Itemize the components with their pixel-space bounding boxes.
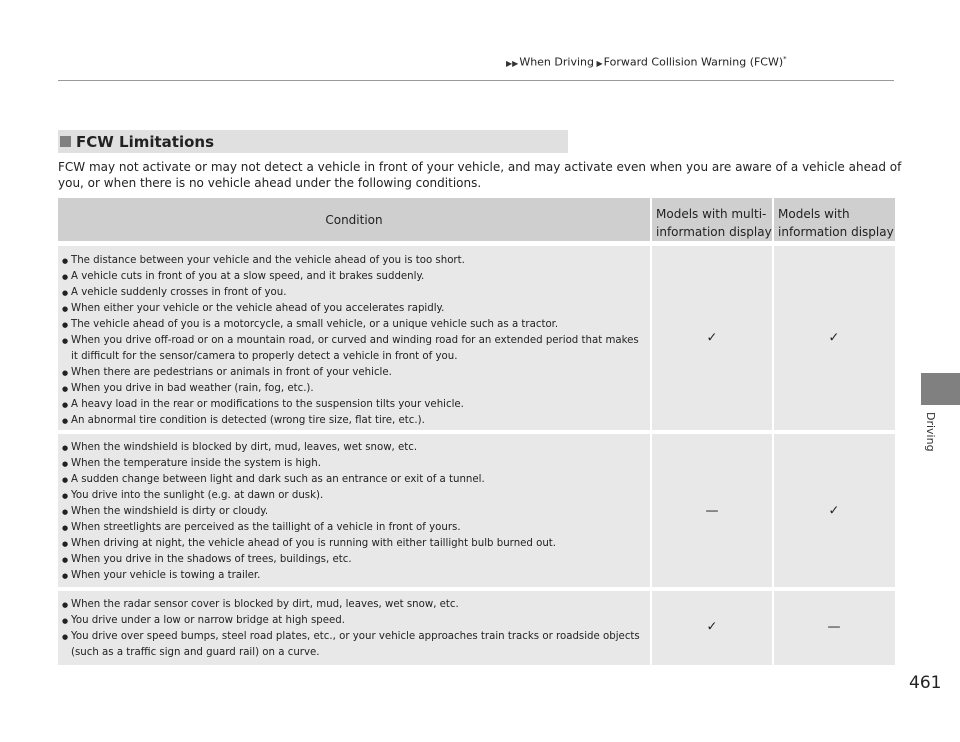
dash-icon: — bbox=[705, 503, 719, 519]
table-cell-group-1-info bbox=[774, 246, 895, 430]
list-item: ● When the temperature inside the system is high. bbox=[62, 456, 642, 472]
checkmark-icon: ✓ bbox=[828, 503, 840, 519]
list-item: ● The vehicle ahead of you is a motorcycle, a small vehicle, or a unique vehicle such as a tractor. bbox=[62, 317, 642, 333]
list-item: ● When your vehicle is towing a trailer. bbox=[62, 568, 642, 584]
list-item: ● A vehicle suddenly crosses in front of you. bbox=[62, 285, 642, 301]
header-models-info bbox=[774, 198, 895, 241]
chapter-label: Driving bbox=[924, 412, 937, 452]
list-item: ● You drive under a low or narrow bridge at high speed. bbox=[62, 613, 642, 629]
header-models-multi-line2: information display bbox=[656, 225, 772, 239]
condition-list bbox=[62, 597, 642, 661]
header-rule bbox=[58, 80, 894, 81]
list-item: ● When the radar sensor cover is blocked by dirt, mud, leaves, wet snow, etc. bbox=[62, 597, 642, 613]
list-item: ● A vehicle cuts in front of you at a slow speed, and it brakes suddenly. bbox=[62, 269, 642, 285]
header-condition-label: Condition bbox=[325, 212, 383, 227]
intro-paragraph: FCW may not activate or may not detect a vehicle in front of your vehicle, and may activate even when you are aware of a vehicle ahead of you, or when there is no vehicle ahead under the following conditions. bbox=[58, 160, 902, 190]
list-item: ● When the windshield is dirty or cloudy. bbox=[62, 504, 642, 520]
chapter-tab-marker bbox=[921, 373, 960, 405]
header-models-multi-line1: Models with multi- bbox=[656, 207, 767, 221]
breadcrumb-item-fcw[interactable]: Forward Collision Warning (FCW) bbox=[603, 55, 784, 69]
list-item: ● You drive over speed bumps, steel road plates, etc., or your vehicle approaches train tracks or roadside objects (such as a traffic sign and guard rail) on a curve. bbox=[62, 629, 642, 661]
breadcrumb-asterisk: * bbox=[783, 55, 787, 63]
condition-list bbox=[62, 253, 642, 429]
checkmark-icon: ✓ bbox=[828, 330, 840, 346]
list-item: ● When you drive in the shadows of trees, buildings, etc. bbox=[62, 552, 642, 568]
table-cell-group-2-multi-info bbox=[652, 434, 772, 587]
list-item: ● When there are pedestrians or animals in front of your vehicle. bbox=[62, 365, 642, 381]
table-cell-group-1-multi-info bbox=[652, 246, 772, 430]
list-item: ● When you drive off-road or on a mountain road, or curved and winding road for an extended period that makes it difficult for the sensor/camera to properly detect a vehicle in front of you. bbox=[62, 333, 642, 365]
condition-list bbox=[62, 440, 642, 584]
list-item: ● An abnormal tire condition is detected (wrong tire size, flat tire, etc.). bbox=[62, 413, 642, 429]
list-item: ● A sudden change between light and dark such as an entrance or exit of a tunnel. bbox=[62, 472, 642, 488]
section-title: FCW Limitations bbox=[76, 132, 215, 151]
list-item: ● When you drive in bad weather (rain, fog, etc.). bbox=[62, 381, 642, 397]
header-condition bbox=[58, 198, 650, 241]
triangle-icon: ▶ bbox=[593, 58, 603, 68]
square-bullet-icon bbox=[60, 136, 71, 147]
table-cell-group-3-info bbox=[774, 591, 895, 665]
breadcrumb-item-when-driving[interactable]: When Driving bbox=[519, 55, 594, 69]
list-item: ● When either your vehicle or the vehicle ahead of you accelerates rapidly. bbox=[62, 301, 642, 317]
list-item: ● When the windshield is blocked by dirt, mud, leaves, wet snow, etc. bbox=[62, 440, 642, 456]
list-item: ● When driving at night, the vehicle ahead of you is running with either taillight bulb burned out. bbox=[62, 536, 642, 552]
breadcrumb bbox=[506, 55, 787, 69]
list-item: ● The distance between your vehicle and the vehicle ahead of you is too short. bbox=[62, 253, 642, 269]
list-item: ● You drive into the sunlight (e.g. at dawn or dusk). bbox=[62, 488, 642, 504]
checkmark-icon: ✓ bbox=[706, 330, 718, 346]
header-models-info-line2: information display bbox=[778, 225, 894, 239]
table-row-group-2-conditions bbox=[58, 434, 650, 587]
list-item: ● A heavy load in the rear or modifications to the suspension tilts your vehicle. bbox=[62, 397, 642, 413]
section-heading-bar bbox=[58, 130, 568, 153]
list-item: ● When streetlights are perceived as the taillight of a vehicle in front of yours. bbox=[62, 520, 642, 536]
table-cell-group-2-info bbox=[774, 434, 895, 587]
header-models-multi-info bbox=[652, 198, 772, 241]
dash-icon: — bbox=[827, 619, 841, 635]
checkmark-icon: ✓ bbox=[706, 619, 718, 635]
double-triangle-icon: ▶▶ bbox=[506, 58, 519, 68]
table-cell-group-3-multi-info bbox=[652, 591, 772, 665]
page-number: 461 bbox=[909, 673, 942, 693]
table-row-group-1-conditions bbox=[58, 246, 650, 430]
header-models-info-line1: Models with bbox=[778, 207, 850, 221]
table-row-group-3-conditions bbox=[58, 591, 650, 665]
